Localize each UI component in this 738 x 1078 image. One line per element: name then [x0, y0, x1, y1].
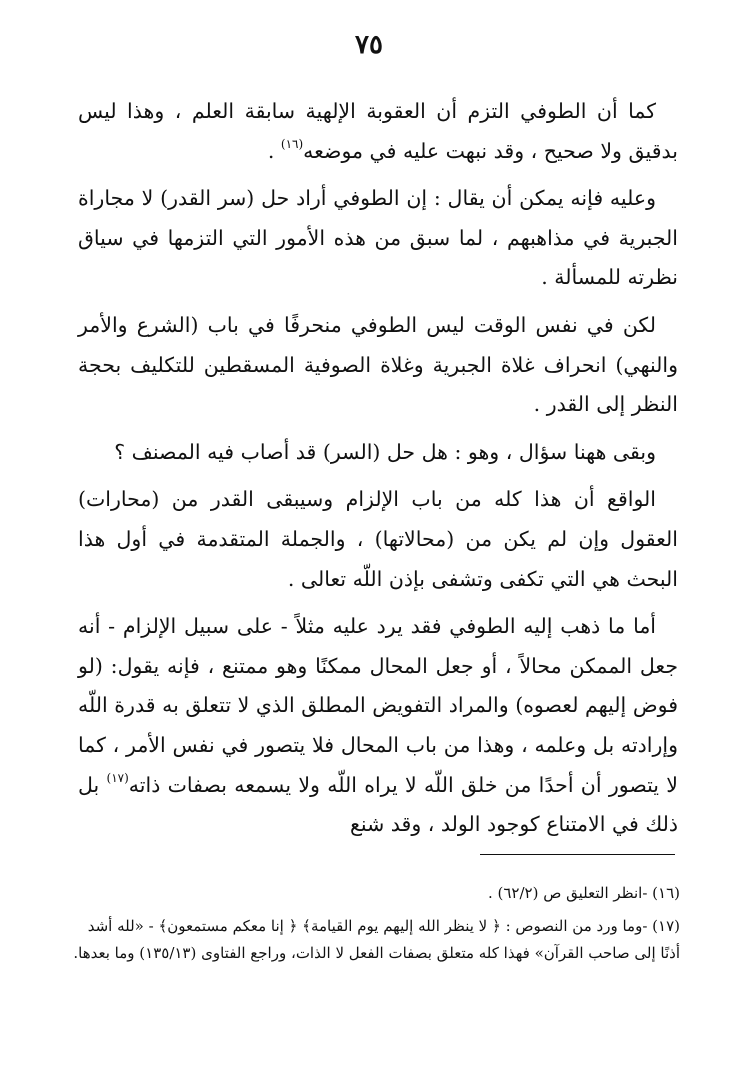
paragraph-1-text: كما أن الطوفي التزم أن العقوبة الإلهية سابقة العلم ، وهذا ليس بدقيق ولا صحيح ، وقد نبهت عليه في موضعه	[78, 99, 678, 163]
paragraph-1-end: .	[267, 138, 281, 163]
paragraph-6-text: أما ما ذهب إليه الطوفي فقد يرد عليه مثلاً - على سبيل الإلزام - أنه جعل الممكن محالاً ، أو جعل المحال ممكنًا وهو ممتنع ، فإنه يقول: (لو فوض إليهم لعصوه) والمراد التفويض المطلق الذي لا تتعلق به قدرة اللّه وإرادته بل وعلمه ، وهذا من باب المحال فلا يتصور في نفس الأمر ، كما لا يتصور أن أحدًا من خلق اللّه لا يراه اللّه ولا يسمعه بصفات ذاته	[78, 614, 678, 797]
paragraph-3: لكن في نفس الوقت ليس الطوفي منحرفًا في باب (الشرع والأمر والنهي) انحراف غلاة الجبرية وغلاة الصوفية المسقطين للتكليف بحجة النظر إلى القدر .	[78, 312, 678, 417]
footnotes	[70, 880, 680, 973]
footnote-ref-16: (١٦)	[280, 136, 304, 151]
page-number: ٧٥	[355, 30, 383, 60]
paragraph-1	[78, 92, 678, 171]
paragraph-4: وبقى ههنا سؤال ، وهو : هل حل (السر) قد أصاب فيه المصنف ؟	[114, 439, 656, 464]
paragraph-5: الواقع أن هذا كله من باب الإلزام وسيبقى القدر من (محارات) العقول وإن لم يكن من (محالاتها) ، والجملة المتقدمة في أول هذا البحث هي التي تكفى وتشفى بإذن اللّه تعالى .	[78, 487, 678, 591]
footnote-16: (١٦) -انظر التعليق ص (٦٢/٢) .	[487, 884, 680, 902]
footnote-ref-17: (١٧)	[106, 770, 129, 785]
main-text	[78, 92, 678, 853]
footnote-17: (١٧) -وما ورد من النصوص : ﴿ لا ينظر الله إليهم يوم القيامة﴾ ﴿ إنا معكم مستمعون﴾ - «لله أشد أذنًا إلى صاحب القرآن» فهذا كله متعلق بصفات الفعل لا الذات، وراجع الفتاوى (١٣٥/١٣) وما بعدها.	[73, 917, 680, 962]
paragraph-6	[78, 607, 678, 845]
paragraph-6-end: بل ذلك في الامتناع كوجود الولد ، وقد شنع	[78, 772, 678, 837]
footnote-separator	[480, 854, 675, 855]
paragraph-2: وعليه فإنه يمكن أن يقال : إن الطوفي أراد حل (سر القدر) لا مجاراة الجبرية في مذاهبهم ، لما سبق من هذه الأمور التي التزمها في سياق نظرته للمسألة .	[78, 186, 678, 290]
